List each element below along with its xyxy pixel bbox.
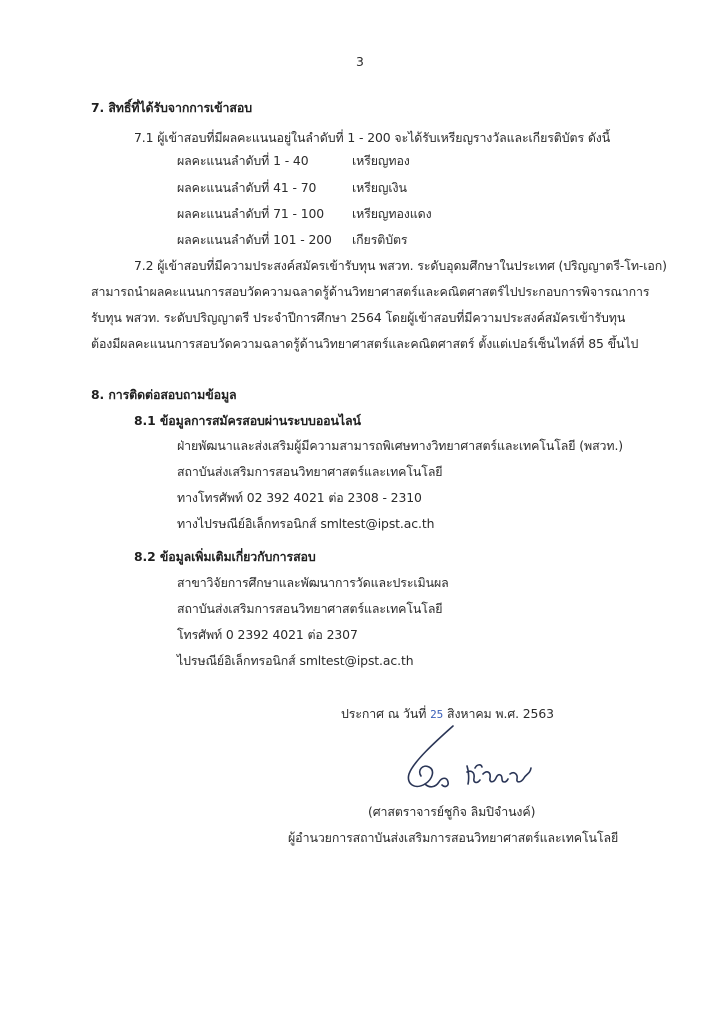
page-number: 3 (356, 54, 364, 69)
contact-line: สาขาวิจัยการศึกษาและพัฒนาการวัดและประเมินผล (177, 575, 449, 590)
announcement-suffix: สิงหาคม พ.ศ. 2563 (443, 706, 554, 721)
contact-line: ทางไปรษณีย์อิเล็กทรอนิกส์ smltest@ipst.ac.th (177, 516, 435, 531)
section-8-heading: 8. การติดต่อสอบถามข้อมูล (91, 387, 237, 402)
rank-award: เหรียญทองแดง (352, 206, 432, 221)
contact-line: สถาบันส่งเสริมการสอนวิทยาศาสตร์และเทคโนโลยี (177, 601, 443, 616)
rank-label: ผลคะแนนลำดับที่ 71 - 100 (177, 206, 325, 221)
contact-line: ทางโทรศัพท์ 02 392 4021 ต่อ 2308 - 2310 (177, 490, 422, 505)
signatory-position: ผู้อำนวยการสถาบันส่งเสริมการสอนวิทยาศาสตร์และเทคโนโลยี (288, 830, 619, 845)
section-8-1-title: 8.1 ข้อมูลการสมัครสอบผ่านระบบออนไลน์ (134, 413, 361, 428)
section-7-1-intro: 7.1 ผู้เข้าสอบที่มีผลคะแนนอยู่ในลำดับที่ 1 - 200 จะได้รับเหรียญรางวัลและเกียรติบัตร ดังนี้ (134, 130, 611, 145)
rank-label: ผลคะแนนลำดับที่ 101 - 200 (177, 232, 332, 247)
announcement-day: 25 (430, 708, 444, 721)
section-7-2-line: ต้องมีผลคะแนนการสอบวัดความฉลาดรู้ด้านวิทยาศาสตร์และคณิตศาสตร์ ตั้งแต่เปอร์เซ็นไทล์ที่ 85 ขึ้นไป (91, 336, 639, 351)
contact-line: ไปรษณีย์อิเล็กทรอนิกส์ smltest@ipst.ac.th (177, 653, 414, 668)
contact-line: ฝ่ายพัฒนาและส่งเสริมผู้มีความสามารถพิเศษทางวิทยาศาสตร์และเทคโนโลยี (พสวท.) (177, 438, 624, 453)
rank-label: ผลคะแนนลำดับที่ 41 - 70 (177, 180, 317, 195)
section-7-heading: 7. สิทธิ์ที่ได้รับจากการเข้าสอบ (91, 100, 252, 115)
rank-award: เหรียญทอง (352, 153, 410, 168)
contact-line: สถาบันส่งเสริมการสอนวิทยาศาสตร์และเทคโนโลยี (177, 464, 443, 479)
section-7-2-line: รับทุน พสวท. ระดับปริญญาตรี ประจำปีการศึกษา 2564 โดยผู้เข้าสอบที่มีความประสงค์สมัครเข้ารับทุน (91, 310, 626, 325)
contact-line: โทรศัพท์ 0 2392 4021 ต่อ 2307 (177, 627, 358, 642)
signatory-name: (ศาสตราจารย์ชูกิจ ลิมปิจำนงค์) (368, 804, 536, 819)
signature-image (395, 722, 545, 800)
section-7-2-line: 7.2 ผู้เข้าสอบที่มีความประสงค์สมัครเข้ารับทุน พสวท. ระดับอุดมศึกษาในประเทศ (ปริญญาตรี-โท-เอก) (134, 258, 667, 273)
section-8-2-title: 8.2 ข้อมูลเพิ่มเติมเกี่ยวกับการสอบ (134, 549, 316, 564)
section-7-2-line: สามารถนำผลคะแนนการสอบวัดความฉลาดรู้ด้านวิทยาศาสตร์และคณิตศาสตร์ไปประกอบการพิจารณาการ (91, 284, 650, 299)
rank-award: เหรียญเงิน (352, 180, 407, 195)
rank-label: ผลคะแนนลำดับที่ 1 - 40 (177, 153, 309, 168)
rank-award: เกียรติบัตร (352, 232, 408, 247)
announcement-prefix: ประกาศ ณ วันที่ (341, 706, 431, 721)
